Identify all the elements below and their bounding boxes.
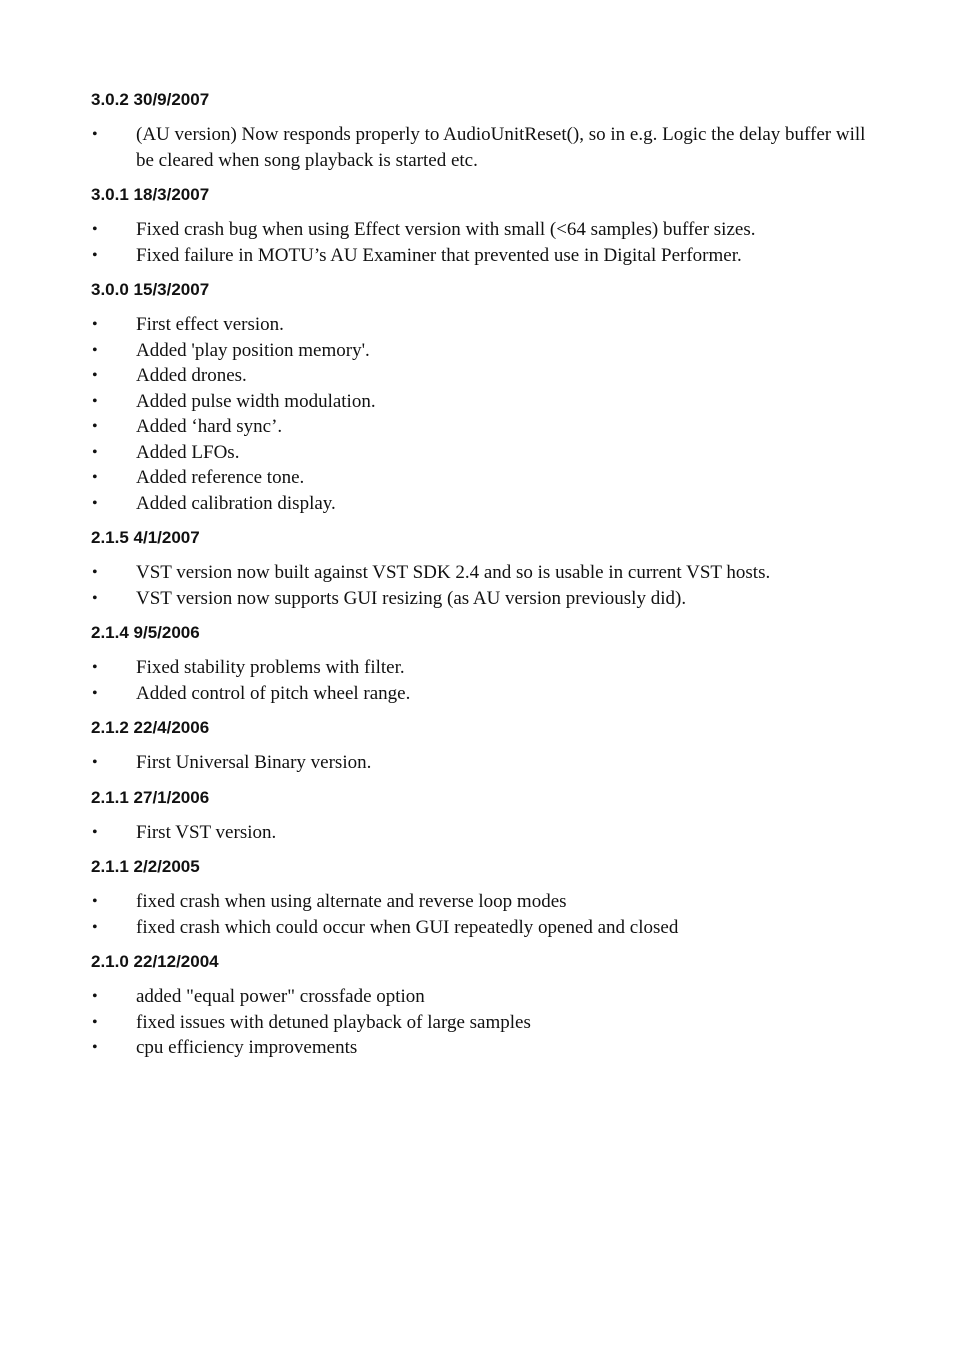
bullet-icon: • [92,1013,98,1031]
change-item [91,312,871,338]
change-item-text: added "equal power" crossfade option [136,986,425,1007]
change-item [91,465,871,491]
change-item-text: (AU version) Now responds properly to AudioUnitReset(), so in e.g. Logic the delay buffer will be cleared when song playback is started etc. [136,124,866,171]
changelog-section [91,621,871,706]
changelog-section [91,950,871,1061]
bullet-icon: • [92,589,98,607]
bullet-icon: • [92,418,98,435]
change-item [91,217,871,243]
change-list [91,655,871,706]
change-item-text: Added ‘hard sync’. [136,416,283,437]
changelog-section [91,183,871,268]
bullet-icon: • [92,316,98,333]
change-item-text: First Universal Binary version. [136,752,372,773]
change-list [91,984,871,1061]
changelog-section [91,716,871,776]
change-item [91,750,871,776]
change-item-text: cpu efficiency improvements [136,1037,358,1058]
bullet-icon: • [92,988,98,1005]
change-item [91,414,871,440]
change-list [91,750,871,776]
change-item [91,560,871,586]
changelog-section [91,786,871,846]
changelog-section [91,526,871,611]
change-item-text: Added pulse width modulation. [136,390,376,412]
change-item-text: fixed crash when using alternate and reverse loop modes [136,891,567,912]
version-heading: 2.1.4 9/5/2006 [91,623,200,642]
version-heading: 2.1.2 22/4/2006 [91,718,210,737]
bullet-icon: • [92,469,98,486]
bullet-icon: • [92,684,98,702]
change-item [91,915,871,941]
bullet-icon: • [92,494,98,512]
bullet-icon: • [92,659,98,676]
bullet-icon: • [92,246,98,264]
change-item-text: Fixed failure in MOTU’s AU Examiner that prevented use in Digital Performer. [136,244,742,266]
bullet-icon: • [92,823,98,841]
changelog-section [91,278,871,516]
change-item [91,440,871,466]
changelog [91,88,871,1071]
change-item [91,338,871,364]
bullet-icon: • [92,1039,98,1056]
change-item [91,389,871,415]
change-item-text: Added 'play position memory'. [136,339,370,361]
change-list [91,217,871,268]
bullet-icon: • [92,754,98,771]
change-item [91,820,871,846]
change-item-text: VST version now supports GUI resizing (as AU version previously did). [136,587,687,609]
bullet-icon: • [92,918,98,936]
change-item-text: fixed crash which could occur when GUI repeatedly opened and closed [136,916,679,938]
change-item [91,122,871,173]
change-list [91,560,871,611]
change-list [91,820,871,846]
change-list [91,122,871,173]
bullet-icon: • [92,564,98,581]
bullet-icon: • [92,893,98,910]
bullet-icon: • [92,443,98,461]
change-item [91,586,871,612]
version-heading: 3.0.0 15/3/2007 [91,280,210,299]
change-item [91,984,871,1010]
changelog-section [91,855,871,940]
version-heading: 2.1.0 22/12/2004 [91,952,219,971]
change-item-text: Added drones. [136,365,247,386]
bullet-icon: • [92,126,98,143]
change-item-text: First effect version. [136,314,284,335]
change-list [91,312,871,516]
change-item [91,889,871,915]
change-item-text: Added reference tone. [136,467,305,488]
version-heading: 3.0.1 18/3/2007 [91,185,210,204]
version-heading: 2.1.5 4/1/2007 [91,528,200,547]
change-item-text: Added control of pitch wheel range. [136,682,411,704]
change-item-text: Added calibration display. [136,492,336,514]
version-heading: 3.0.2 30/9/2007 [91,90,210,109]
change-item-text: Added LFOs. [136,441,240,463]
change-item [91,491,871,517]
change-item [91,243,871,269]
bullet-icon: • [92,221,98,238]
changelog-section [91,88,871,173]
change-item-text: fixed issues with detuned playback of large samples [136,1011,531,1033]
change-item-text: Fixed stability problems with filter. [136,657,405,678]
version-heading: 2.1.1 2/2/2005 [91,857,200,876]
bullet-icon: • [92,367,98,384]
change-item [91,655,871,681]
bullet-icon: • [92,341,98,359]
version-heading: 2.1.1 27/1/2006 [91,787,210,807]
change-item [91,1035,871,1061]
change-item-text: Fixed crash bug when using Effect version with small (<64 samples) buffer sizes. [136,219,756,240]
change-item-text: VST version now built against VST SDK 2.4 and so is usable in current VST hosts. [136,562,771,583]
change-item [91,681,871,707]
bullet-icon: • [92,392,98,410]
change-item [91,363,871,389]
change-list [91,889,871,940]
change-item-text: First VST version. [136,821,277,843]
change-item [91,1010,871,1036]
